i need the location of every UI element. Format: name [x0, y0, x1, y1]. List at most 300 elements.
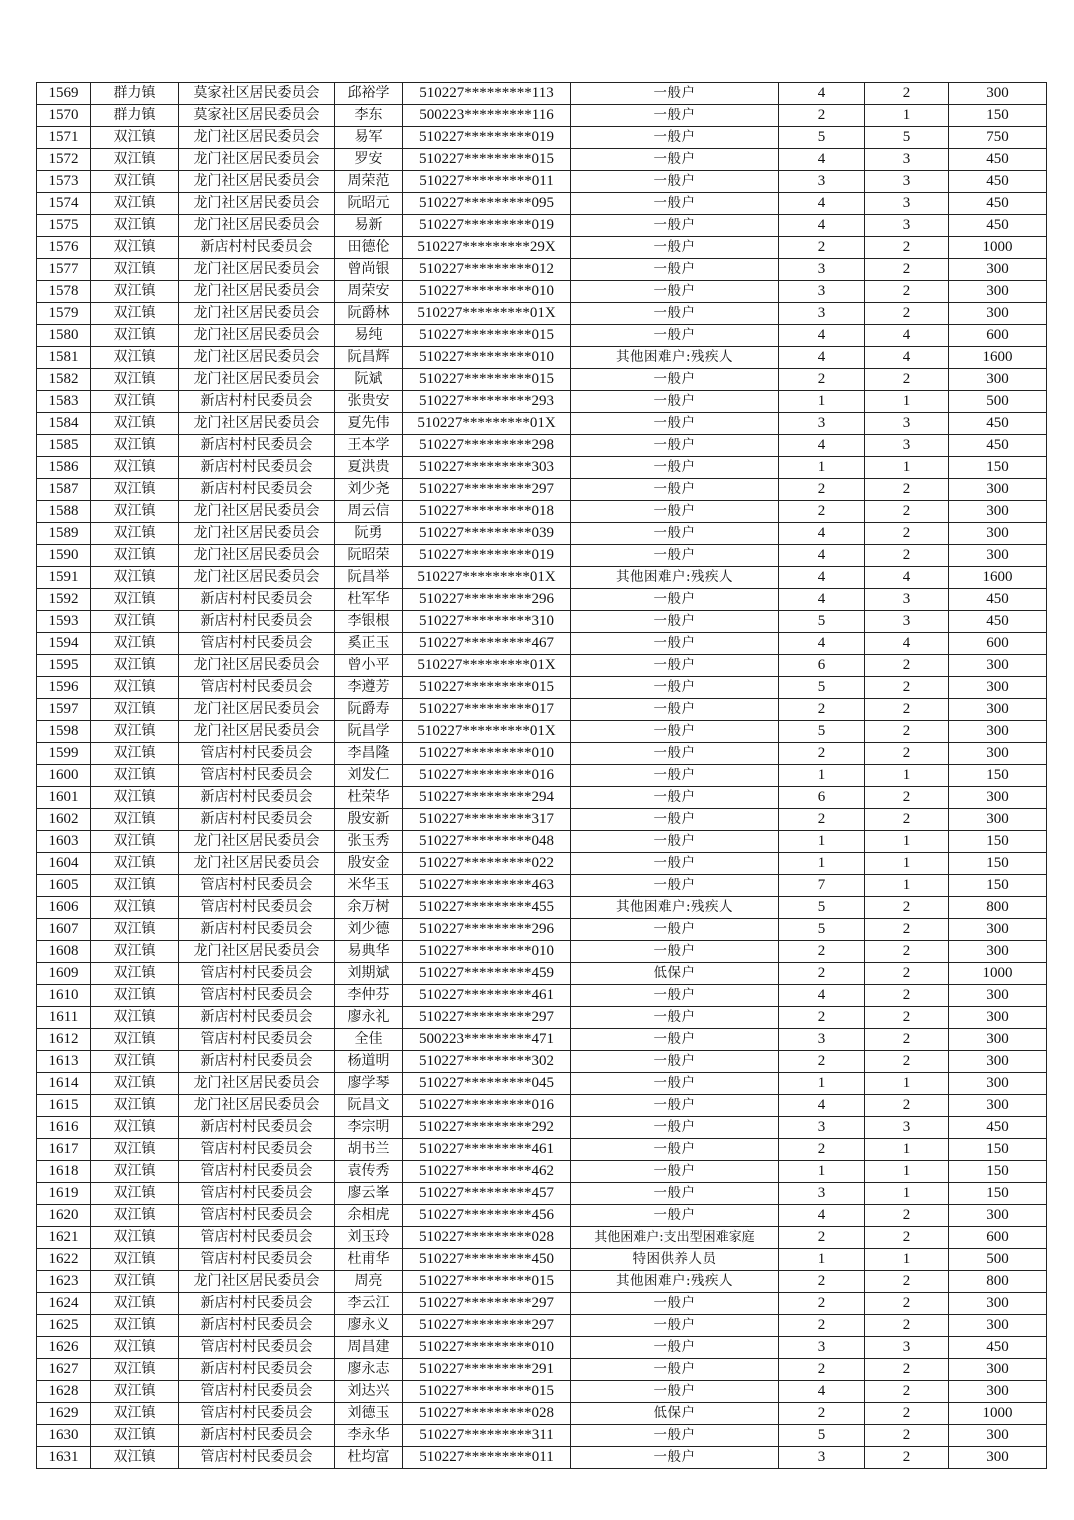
- cell-subsidized-count: 2: [865, 1425, 949, 1447]
- cell-household-category: 一般户: [571, 1117, 779, 1139]
- cell-amount: 300: [949, 1029, 1047, 1051]
- cell-household-size: 1: [779, 831, 865, 853]
- cell-town: 双江镇: [91, 171, 179, 193]
- cell-committee: 龙门社区居民委员会: [179, 215, 335, 237]
- cell-row-number: 1616: [37, 1117, 91, 1139]
- cell-committee: 新店村村民委员会: [179, 809, 335, 831]
- cell-committee: 管店村村民委员会: [179, 1381, 335, 1403]
- table-row: [37, 413, 1047, 435]
- table-row: [37, 831, 1047, 853]
- cell-amount: 150: [949, 105, 1047, 127]
- cell-id-number: 510227*********293: [403, 391, 571, 413]
- cell-subsidized-count: 2: [865, 963, 949, 985]
- cell-committee: 新店村村民委员会: [179, 435, 335, 457]
- cell-name: 阮昌辉: [335, 347, 403, 369]
- cell-amount: 150: [949, 457, 1047, 479]
- cell-household-category: 一般户: [571, 677, 779, 699]
- table-row: [37, 457, 1047, 479]
- cell-id-number: 510227*********461: [403, 1139, 571, 1161]
- cell-household-category: 一般户: [571, 435, 779, 457]
- cell-name: 王本学: [335, 435, 403, 457]
- cell-household-size: 5: [779, 127, 865, 149]
- cell-id-number: 510227*********095: [403, 193, 571, 215]
- table-row: [37, 1293, 1047, 1315]
- cell-household-size: 3: [779, 1447, 865, 1469]
- cell-household-size: 4: [779, 83, 865, 105]
- cell-town: 双江镇: [91, 1007, 179, 1029]
- cell-household-size: 3: [779, 413, 865, 435]
- cell-amount: 300: [949, 1381, 1047, 1403]
- cell-amount: 450: [949, 435, 1047, 457]
- cell-town: 双江镇: [91, 567, 179, 589]
- cell-amount: 300: [949, 1051, 1047, 1073]
- cell-household-size: 5: [779, 1425, 865, 1447]
- cell-town: 双江镇: [91, 589, 179, 611]
- table-row: [37, 1227, 1047, 1249]
- cell-name: 廖云峯: [335, 1183, 403, 1205]
- cell-amount: 1000: [949, 963, 1047, 985]
- cell-name: 杜均富: [335, 1447, 403, 1469]
- cell-amount: 500: [949, 391, 1047, 413]
- cell-row-number: 1629: [37, 1403, 91, 1425]
- table-row: [37, 1051, 1047, 1073]
- cell-id-number: 510227*********010: [403, 743, 571, 765]
- cell-town: 双江镇: [91, 1227, 179, 1249]
- cell-row-number: 1604: [37, 853, 91, 875]
- cell-town: 双江镇: [91, 1161, 179, 1183]
- cell-town: 双江镇: [91, 435, 179, 457]
- cell-row-number: 1584: [37, 413, 91, 435]
- cell-subsidized-count: 3: [865, 171, 949, 193]
- cell-subsidized-count: 2: [865, 83, 949, 105]
- cell-subsidized-count: 3: [865, 149, 949, 171]
- cell-household-category: 一般户: [571, 633, 779, 655]
- cell-id-number: 510227*********298: [403, 435, 571, 457]
- cell-household-category: 一般户: [571, 765, 779, 787]
- cell-row-number: 1571: [37, 127, 91, 149]
- cell-household-size: 4: [779, 985, 865, 1007]
- cell-name: 周亮: [335, 1271, 403, 1293]
- cell-committee: 龙门社区居民委员会: [179, 699, 335, 721]
- cell-committee: 新店村村民委员会: [179, 1315, 335, 1337]
- cell-household-size: 5: [779, 611, 865, 633]
- cell-row-number: 1581: [37, 347, 91, 369]
- cell-committee: 管店村村民委员会: [179, 1447, 335, 1469]
- cell-subsidized-count: 2: [865, 259, 949, 281]
- table-row: [37, 237, 1047, 259]
- cell-name: 廖永礼: [335, 1007, 403, 1029]
- cell-town: 双江镇: [91, 1095, 179, 1117]
- cell-subsidized-count: 2: [865, 1359, 949, 1381]
- cell-row-number: 1589: [37, 523, 91, 545]
- cell-id-number: 510227*********294: [403, 787, 571, 809]
- cell-household-size: 1: [779, 765, 865, 787]
- cell-town: 双江镇: [91, 875, 179, 897]
- cell-town: 双江镇: [91, 743, 179, 765]
- cell-subsidized-count: 1: [865, 765, 949, 787]
- cell-id-number: 510227*********317: [403, 809, 571, 831]
- cell-name: 周荣安: [335, 281, 403, 303]
- cell-household-size: 5: [779, 677, 865, 699]
- cell-name: 李东: [335, 105, 403, 127]
- cell-town: 双江镇: [91, 369, 179, 391]
- cell-row-number: 1583: [37, 391, 91, 413]
- table-row: [37, 127, 1047, 149]
- cell-household-category: 一般户: [571, 237, 779, 259]
- cell-amount: 300: [949, 545, 1047, 567]
- cell-amount: 300: [949, 501, 1047, 523]
- cell-id-number: 510227*********045: [403, 1073, 571, 1095]
- cell-row-number: 1576: [37, 237, 91, 259]
- cell-committee: 龙门社区居民委员会: [179, 545, 335, 567]
- cell-committee: 管店村村民委员会: [179, 1161, 335, 1183]
- cell-amount: 450: [949, 589, 1047, 611]
- cell-subsidized-count: 2: [865, 479, 949, 501]
- cell-row-number: 1579: [37, 303, 91, 325]
- cell-name: 易纯: [335, 325, 403, 347]
- table-row: [37, 633, 1047, 655]
- cell-committee: 新店村村民委员会: [179, 1007, 335, 1029]
- cell-household-category: 一般户: [571, 127, 779, 149]
- cell-household-size: 2: [779, 1227, 865, 1249]
- cell-amount: 300: [949, 1359, 1047, 1381]
- cell-amount: 300: [949, 919, 1047, 941]
- cell-town: 双江镇: [91, 677, 179, 699]
- table-row: [37, 303, 1047, 325]
- cell-household-category: 一般户: [571, 391, 779, 413]
- cell-name: 易新: [335, 215, 403, 237]
- cell-household-category: 其他困难户:残疾人: [571, 1271, 779, 1293]
- cell-town: 双江镇: [91, 1249, 179, 1271]
- cell-id-number: 510227*********296: [403, 919, 571, 941]
- cell-household-size: 2: [779, 1403, 865, 1425]
- cell-row-number: 1570: [37, 105, 91, 127]
- cell-household-size: 1: [779, 853, 865, 875]
- cell-committee: 管店村村民委员会: [179, 1029, 335, 1051]
- cell-household-size: 2: [779, 1051, 865, 1073]
- cell-row-number: 1598: [37, 721, 91, 743]
- cell-id-number: 510227*********459: [403, 963, 571, 985]
- cell-name: 阮爵寿: [335, 699, 403, 721]
- cell-household-size: 3: [779, 303, 865, 325]
- cell-amount: 150: [949, 853, 1047, 875]
- cell-town: 双江镇: [91, 1205, 179, 1227]
- cell-id-number: 510227*********462: [403, 1161, 571, 1183]
- cell-id-number: 510227*********29X: [403, 237, 571, 259]
- cell-name: 阮昌举: [335, 567, 403, 589]
- table-row: [37, 369, 1047, 391]
- cell-id-number: 510227*********011: [403, 171, 571, 193]
- cell-household-size: 4: [779, 325, 865, 347]
- cell-name: 袁传秀: [335, 1161, 403, 1183]
- cell-household-category: 一般户: [571, 1161, 779, 1183]
- cell-row-number: 1628: [37, 1381, 91, 1403]
- cell-committee: 龙门社区居民委员会: [179, 171, 335, 193]
- cell-amount: 300: [949, 699, 1047, 721]
- cell-row-number: 1600: [37, 765, 91, 787]
- cell-row-number: 1622: [37, 1249, 91, 1271]
- cell-subsidized-count: 2: [865, 655, 949, 677]
- cell-household-category: 一般户: [571, 1139, 779, 1161]
- table-row: [37, 1447, 1047, 1469]
- cell-household-size: 3: [779, 259, 865, 281]
- cell-household-size: 5: [779, 919, 865, 941]
- cell-id-number: 510227*********457: [403, 1183, 571, 1205]
- cell-row-number: 1605: [37, 875, 91, 897]
- cell-household-size: 2: [779, 743, 865, 765]
- cell-row-number: 1613: [37, 1051, 91, 1073]
- cell-committee: 新店村村民委员会: [179, 589, 335, 611]
- cell-town: 双江镇: [91, 611, 179, 633]
- cell-id-number: 510227*********292: [403, 1117, 571, 1139]
- table-row: [37, 1029, 1047, 1051]
- cell-row-number: 1596: [37, 677, 91, 699]
- cell-id-number: 510227*********019: [403, 127, 571, 149]
- cell-id-number: 510227*********028: [403, 1403, 571, 1425]
- table-row: [37, 325, 1047, 347]
- cell-subsidized-count: 1: [865, 391, 949, 413]
- cell-committee: 新店村村民委员会: [179, 457, 335, 479]
- cell-household-category: 一般户: [571, 545, 779, 567]
- cell-household-size: 4: [779, 347, 865, 369]
- cell-name: 杜甫华: [335, 1249, 403, 1271]
- table-row: [37, 721, 1047, 743]
- cell-amount: 300: [949, 677, 1047, 699]
- cell-subsidized-count: 2: [865, 897, 949, 919]
- cell-town: 双江镇: [91, 303, 179, 325]
- table-row: [37, 1381, 1047, 1403]
- cell-row-number: 1599: [37, 743, 91, 765]
- cell-town: 双江镇: [91, 897, 179, 919]
- cell-amount: 300: [949, 809, 1047, 831]
- cell-town: 双江镇: [91, 787, 179, 809]
- cell-household-size: 4: [779, 1381, 865, 1403]
- cell-household-size: 4: [779, 149, 865, 171]
- cell-household-category: 一般户: [571, 1029, 779, 1051]
- cell-row-number: 1601: [37, 787, 91, 809]
- cell-town: 双江镇: [91, 149, 179, 171]
- cell-amount: 800: [949, 897, 1047, 919]
- cell-id-number: 510227*********303: [403, 457, 571, 479]
- cell-household-category: 一般户: [571, 831, 779, 853]
- table-row: [37, 589, 1047, 611]
- table-row: [37, 105, 1047, 127]
- cell-id-number: 510227*********015: [403, 325, 571, 347]
- table-row: [37, 435, 1047, 457]
- cell-household-size: 2: [779, 1359, 865, 1381]
- cell-town: 双江镇: [91, 259, 179, 281]
- cell-name: 殷安新: [335, 809, 403, 831]
- cell-household-category: 一般户: [571, 149, 779, 171]
- cell-committee: 新店村村民委员会: [179, 1117, 335, 1139]
- cell-subsidized-count: 1: [865, 1139, 949, 1161]
- cell-subsidized-count: 2: [865, 787, 949, 809]
- cell-row-number: 1592: [37, 589, 91, 611]
- cell-name: 李宗明: [335, 1117, 403, 1139]
- cell-household-size: 3: [779, 1337, 865, 1359]
- cell-household-category: 一般户: [571, 1095, 779, 1117]
- cell-committee: 管店村村民委员会: [179, 1205, 335, 1227]
- cell-household-size: 2: [779, 237, 865, 259]
- cell-town: 双江镇: [91, 281, 179, 303]
- cell-household-size: 3: [779, 1183, 865, 1205]
- cell-id-number: 510227*********019: [403, 215, 571, 237]
- cell-id-number: 510227*********010: [403, 941, 571, 963]
- cell-row-number: 1608: [37, 941, 91, 963]
- cell-name: 李永华: [335, 1425, 403, 1447]
- cell-household-category: 一般户: [571, 1337, 779, 1359]
- cell-committee: 新店村村民委员会: [179, 611, 335, 633]
- cell-row-number: 1587: [37, 479, 91, 501]
- cell-town: 双江镇: [91, 545, 179, 567]
- cell-name: 李云江: [335, 1293, 403, 1315]
- cell-name: 刘期斌: [335, 963, 403, 985]
- cell-amount: 300: [949, 1293, 1047, 1315]
- cell-name: 米华玉: [335, 875, 403, 897]
- cell-subsidized-count: 2: [865, 721, 949, 743]
- cell-town: 双江镇: [91, 325, 179, 347]
- cell-household-size: 4: [779, 1095, 865, 1117]
- cell-id-number: 510227*********297: [403, 1315, 571, 1337]
- cell-name: 易军: [335, 127, 403, 149]
- cell-town: 双江镇: [91, 347, 179, 369]
- cell-household-category: 一般户: [571, 941, 779, 963]
- cell-amount: 300: [949, 259, 1047, 281]
- cell-amount: 300: [949, 1095, 1047, 1117]
- cell-id-number: 510227*********028: [403, 1227, 571, 1249]
- cell-subsidized-count: 1: [865, 831, 949, 853]
- cell-household-category: 一般户: [571, 281, 779, 303]
- cell-household-category: 一般户: [571, 1073, 779, 1095]
- cell-town: 双江镇: [91, 1315, 179, 1337]
- cell-committee: 新店村村民委员会: [179, 1359, 335, 1381]
- cell-id-number: 510227*********015: [403, 1271, 571, 1293]
- cell-name: 曾尚银: [335, 259, 403, 281]
- cell-household-size: 4: [779, 589, 865, 611]
- cell-id-number: 510227*********311: [403, 1425, 571, 1447]
- cell-town: 双江镇: [91, 1403, 179, 1425]
- cell-household-size: 2: [779, 1139, 865, 1161]
- cell-committee: 龙门社区居民委员会: [179, 523, 335, 545]
- cell-row-number: 1620: [37, 1205, 91, 1227]
- cell-household-size: 2: [779, 369, 865, 391]
- cell-name: 周昌建: [335, 1337, 403, 1359]
- cell-name: 刘发仁: [335, 765, 403, 787]
- cell-household-size: 2: [779, 1315, 865, 1337]
- table-row: [37, 347, 1047, 369]
- cell-town: 双江镇: [91, 919, 179, 941]
- cell-row-number: 1618: [37, 1161, 91, 1183]
- cell-household-category: 一般户: [571, 369, 779, 391]
- cell-row-number: 1615: [37, 1095, 91, 1117]
- cell-name: 刘少德: [335, 919, 403, 941]
- cell-household-category: 一般户: [571, 1447, 779, 1469]
- cell-household-size: 3: [779, 171, 865, 193]
- cell-subsidized-count: 1: [865, 875, 949, 897]
- cell-town: 双江镇: [91, 479, 179, 501]
- table-row: [37, 501, 1047, 523]
- cell-amount: 450: [949, 1337, 1047, 1359]
- cell-committee: 龙门社区居民委员会: [179, 193, 335, 215]
- cell-id-number: 510227*********296: [403, 589, 571, 611]
- cell-subsidized-count: 3: [865, 193, 949, 215]
- cell-id-number: 510227*********01X: [403, 567, 571, 589]
- cell-town: 双江镇: [91, 941, 179, 963]
- cell-household-category: 一般户: [571, 105, 779, 127]
- cell-row-number: 1609: [37, 963, 91, 985]
- table-body: [37, 83, 1047, 1469]
- cell-amount: 150: [949, 1183, 1047, 1205]
- cell-subsidized-count: 2: [865, 1095, 949, 1117]
- cell-subsidized-count: 3: [865, 589, 949, 611]
- cell-row-number: 1597: [37, 699, 91, 721]
- cell-household-category: 低保户: [571, 1403, 779, 1425]
- cell-amount: 150: [949, 765, 1047, 787]
- cell-household-category: 其他困难户:残疾人: [571, 897, 779, 919]
- table-row: [37, 1249, 1047, 1271]
- cell-row-number: 1580: [37, 325, 91, 347]
- cell-town: 双江镇: [91, 413, 179, 435]
- cell-amount: 450: [949, 413, 1047, 435]
- cell-household-category: 一般户: [571, 1381, 779, 1403]
- cell-name: 全佳: [335, 1029, 403, 1051]
- cell-household-category: 一般户: [571, 721, 779, 743]
- cell-name: 李昌隆: [335, 743, 403, 765]
- cell-household-size: 2: [779, 1293, 865, 1315]
- cell-committee: 新店村村民委员会: [179, 787, 335, 809]
- cell-subsidized-count: 1: [865, 1161, 949, 1183]
- cell-amount: 150: [949, 831, 1047, 853]
- cell-id-number: 510227*********010: [403, 281, 571, 303]
- cell-town: 双江镇: [91, 853, 179, 875]
- cell-name: 余相虎: [335, 1205, 403, 1227]
- cell-name: 奚正玉: [335, 633, 403, 655]
- table-row: [37, 259, 1047, 281]
- cell-subsidized-count: 3: [865, 611, 949, 633]
- cell-household-category: 一般户: [571, 1183, 779, 1205]
- cell-row-number: 1617: [37, 1139, 91, 1161]
- cell-id-number: 510227*********015: [403, 1381, 571, 1403]
- cell-town: 双江镇: [91, 1271, 179, 1293]
- cell-id-number: 510227*********016: [403, 1095, 571, 1117]
- cell-household-size: 1: [779, 457, 865, 479]
- cell-name: 阮昭元: [335, 193, 403, 215]
- cell-committee: 龙门社区居民委员会: [179, 831, 335, 853]
- cell-town: 双江镇: [91, 765, 179, 787]
- cell-row-number: 1578: [37, 281, 91, 303]
- cell-amount: 450: [949, 193, 1047, 215]
- cell-amount: 300: [949, 743, 1047, 765]
- cell-amount: 300: [949, 479, 1047, 501]
- cell-town: 双江镇: [91, 1359, 179, 1381]
- cell-committee: 新店村村民委员会: [179, 391, 335, 413]
- cell-household-size: 4: [779, 215, 865, 237]
- cell-subsidized-count: 2: [865, 303, 949, 325]
- cell-committee: 龙门社区居民委员会: [179, 655, 335, 677]
- cell-household-size: 4: [779, 523, 865, 545]
- cell-row-number: 1586: [37, 457, 91, 479]
- cell-id-number: 510227*********297: [403, 1293, 571, 1315]
- cell-id-number: 510227*********467: [403, 633, 571, 655]
- cell-amount: 800: [949, 1271, 1047, 1293]
- cell-household-category: 一般户: [571, 193, 779, 215]
- cell-subsidized-count: 4: [865, 633, 949, 655]
- table-row: [37, 1073, 1047, 1095]
- cell-committee: 新店村村民委员会: [179, 1425, 335, 1447]
- cell-amount: 1000: [949, 1403, 1047, 1425]
- cell-committee: 莫家社区居民委员会: [179, 83, 335, 105]
- cell-row-number: 1585: [37, 435, 91, 457]
